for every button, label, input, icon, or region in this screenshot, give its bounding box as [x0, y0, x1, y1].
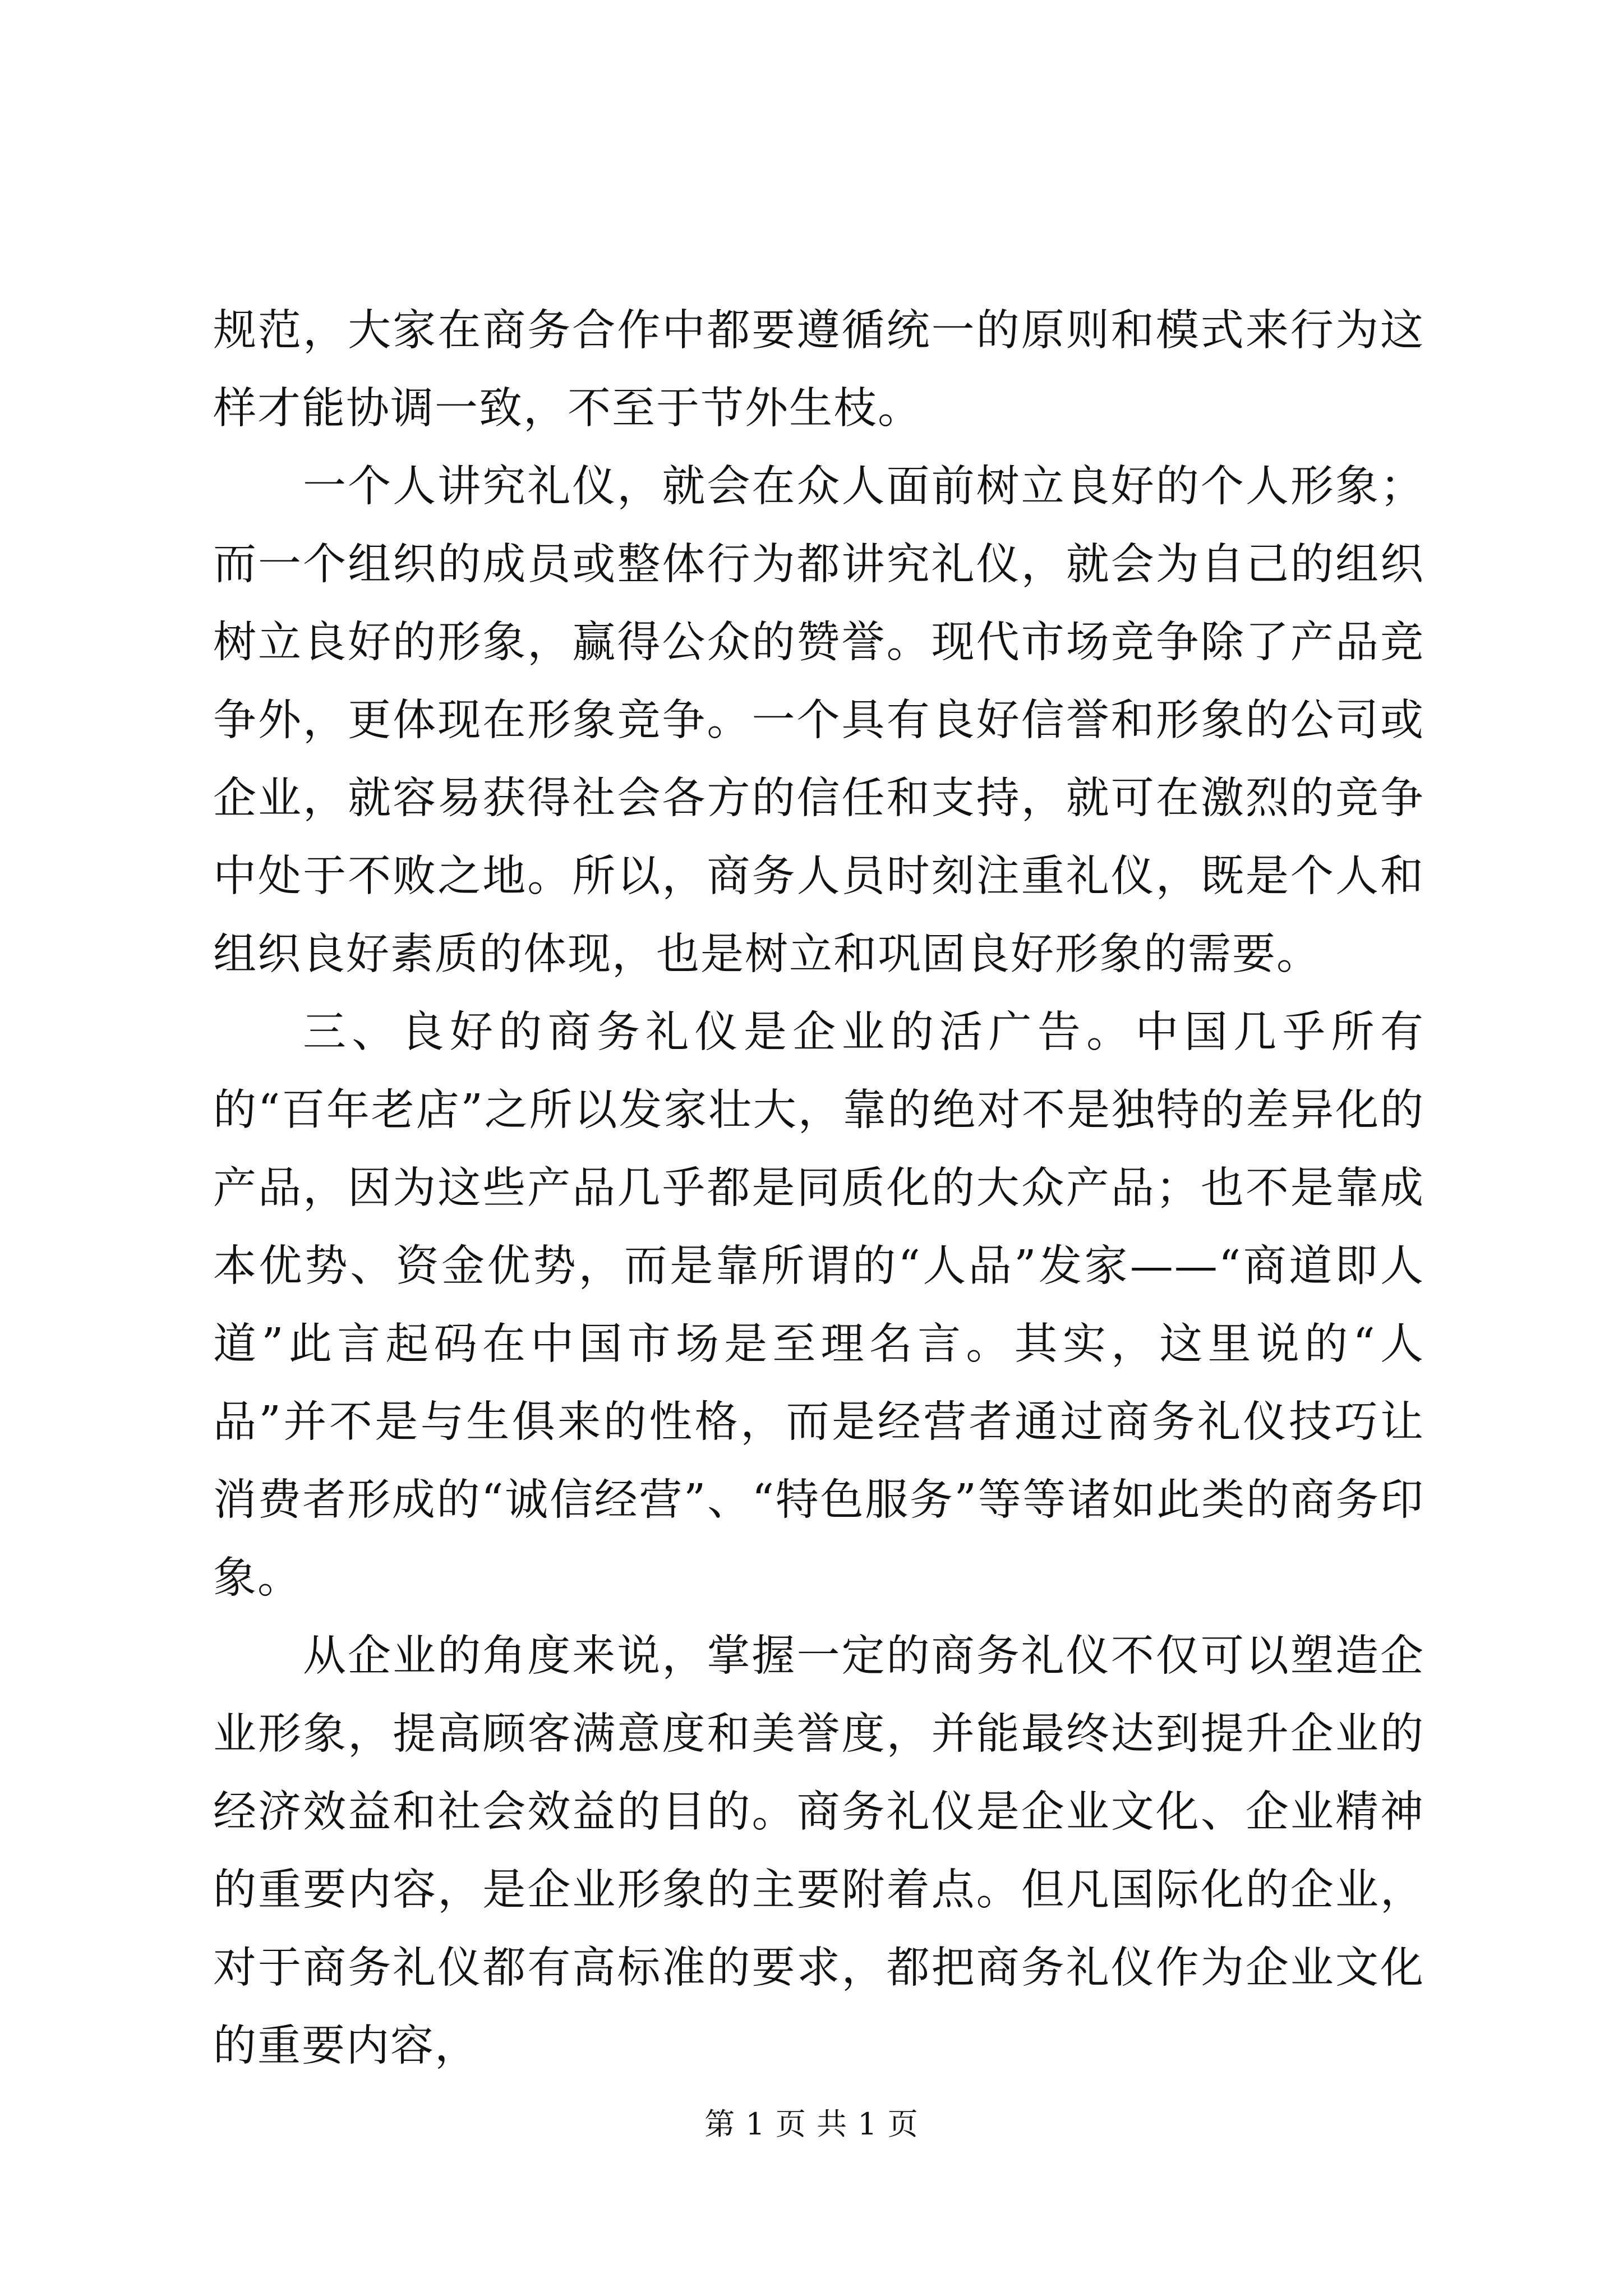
paragraph-1: 规范，大家在商务合作中都要遵循统一的原则和模式来行为这样才能协调一致，不至于节外生枝。 [213, 306, 1424, 434]
page-footer: 第 1 页 共 1 页 [704, 2106, 919, 2142]
paragraph-3: 三、良好的商务礼仪是企业的活广告。中国几乎所有的“百年老店”之所以发家壮大，靠的绝对不是独特的差异化的产品，因为这些产品几乎都是同质化的大众产品；也不是靠成本优势、资金优势，而是靠所谓的“人品”发家——“商道即人道”此言起码在中国市场是至理名言。其实，这里说的“人品”并不是与生俱来的性格，而是经营者通过商务礼仪技巧让消费者形成的“诚信经营”、“特色服务”等等诸如此类的商务印象。 [213, 1007, 1424, 1603]
paragraph-4: 从企业的角度来说，掌握一定的商务礼仪不仅可以塑造企业形象，提高顾客满意度和美誉度，并能最终达到提升企业的经济效益和社会效益的目的。商务礼仪是企业文化、企业精神的重要内容，是企业形象的主要附着点。但凡国际化的企业，对于商务礼仪都有高标准的要求，都把商务礼仪作为企业文化的重要内容， [213, 1631, 1424, 2071]
paragraph-2: 一个人讲究礼仪，就会在众人面前树立良好的个人形象；而一个组织的成员或整体行为都讲究礼仪，就会为自己的组织树立良好的形象，赢得公众的赞誉。现代市场竞争除了产品竞争外，更体现在形象竞争。一个具有良好信誉和形象的公司或企业，就容易获得社会各方的信任和支持，就可在激烈的竞争中处于不败之地。所以，商务人员时刻注重礼仪，既是个人和组织良好素质的体现，也是树立和巩固良好形象的需要。 [213, 462, 1424, 979]
document-body [213, 292, 1424, 2085]
